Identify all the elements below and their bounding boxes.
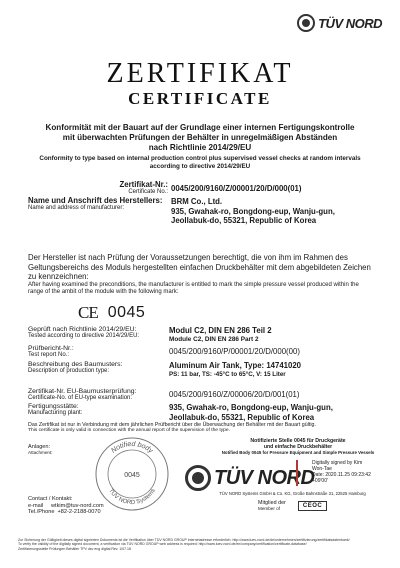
validity-note-en: This certificate is only valid in connection with the annual report of the supervision of the type. <box>28 428 230 434</box>
detail-value-3: 0045/200/9160/Z/00006/20/D/001(01) <box>169 390 300 399</box>
certificate-no-value: 0045/200/9160/Z/00001/20/D/000(01) <box>171 184 302 193</box>
signature-mark-icon <box>296 460 308 486</box>
seal-top-text: Notified body <box>110 440 154 455</box>
ce-logo: CE <box>78 303 98 322</box>
manufacturer-address1: 935, Gwahak-ro, Bongdong-eup, Wanju-gun, <box>171 206 335 216</box>
logo-text: TÜV NORD <box>318 15 382 31</box>
intro-de-line1: Konformität mit der Bauart auf der Grundlage einer internen Fertigungskontrolle <box>45 123 355 132</box>
intro-en-line2: according to directive 2014/29/EU <box>149 163 251 170</box>
certificate-no-label: Zertifikat-Nr.: Certificate No.: <box>119 180 168 195</box>
notified-body-number: 0045 <box>107 304 146 321</box>
intro-de <box>20 123 380 153</box>
detail-value-1: 0045/200/9160/P/00001/20/D/000(00) <box>169 347 300 356</box>
digital-signature: Digitally signed by Kim Won-Tae Date: 2020.11.25 09:23:42 +09'00' <box>296 460 396 486</box>
detail-label-3: Zertifikat-Nr. EU-Baumusterprüfung: Certificate-No. of EU-type examination: <box>28 388 137 401</box>
manufacturer-value <box>171 197 391 226</box>
company-line: TÜV NORD Systems GmbH & Co. KG, Große Bahnstraße 31, 22525 Hamburg <box>219 491 366 496</box>
detail-label-1: Prüfbericht-Nr.: Test report No.: <box>28 345 74 358</box>
intro-en <box>20 155 380 171</box>
detail-label-2: Beschreibung des Baumusters: Description of production type: <box>28 361 123 374</box>
footer: Zur Sicherung der Gültigkeit dieses digital signierten Dokuments ist die Verifikation über TÜV NORD GROUP Internetadresse erforderlich: http://www.tuev-nord.de/de/unternehmen/zertifizierung/zertifikatsdatenbank/ To verify the validity of the digitally signed document, a verification via TÜV NORD GROUP web address is required: http://www.tuev-nord.de/en/company/certification/certificate-database/ Zertifizierungsstelle Prüfungen Behälter TPV dsv eng digital Rev. 1/07.18 <box>18 538 350 551</box>
membership: Mitglied der Member of CEOC <box>258 500 327 512</box>
declaration-de: Der Hersteller ist nach Prüfung der Voraussetzungen berechtigt, die von ihm im Rahmen des Geltungsbereichs des Moduls hergestellten einfachen Druckbehälter mit dem abgebildeten Zeichen zu kennzeichnen: <box>28 253 371 282</box>
detail-value-2: Aluminum Air Tank, Type: 14741020 PS: 11 bar, TS: -45°C to 65°C, V: 15 Liter <box>169 361 302 378</box>
detail-value-4: 935, Gwahak-ro, Bongdong-eup, Wanju-gun, Jeollabuk-do, 55321, Republic of Korea <box>169 403 333 422</box>
contact: Contact / Kontakt: e-mail wtkim@tuv-nord.com Tel./Phone +82-2-2188-0070 <box>28 496 104 516</box>
notified-body-text: Notifizierte Stelle 0045 für Druckgeräte und einfache Druckbehälter Notified Body 0045 for Pressure Equipment and Simple Pressure Vessels <box>221 438 375 456</box>
seal-bottom-text: TÜV NORD Systems <box>107 488 157 507</box>
tuv-logo-icon <box>297 14 315 32</box>
validity-note <box>28 422 378 435</box>
notified-body-seal <box>94 436 170 512</box>
declaration-en: After having examined the preconditions, the manufacturer is entitled to mark the simple pressure vessel produced within the range of the ambit of the module with the following mark: <box>28 282 359 296</box>
tuv-nord-stamp-logo: TÜV NORD <box>185 465 314 491</box>
intro-en-line1: Conformity to type based on internal production control plus supervised vessel checks at random intervals <box>39 155 361 162</box>
detail-label-0: Geprüft nach Richtlinie 2014/29/EU: Tested according to directive 2014/29/EU: <box>28 326 140 339</box>
manufacturer-label: Name und Anschrift des Herstellers: Name and address of manufacturer: <box>28 196 163 211</box>
title-en: CERTIFICATE <box>128 89 272 108</box>
detail-label-4: Fertigungsstätte: Manufacturing plant: <box>28 403 83 416</box>
contact-phone: Tel./Phone +82-2-2188-0070 <box>28 509 101 516</box>
attachments: Anlagen: Attachment: <box>28 444 53 455</box>
ceoc-logo: CEOC <box>298 501 327 511</box>
title-de: ZERTIFIKAT <box>106 58 294 89</box>
seal-number: 0045 <box>124 472 140 479</box>
detail-value-0: Modul C2, DIN EN 286 Teil 2 Module C2, DIN EN 286 Part 2 <box>169 326 272 343</box>
intro-de-line3: nach Richtlinie 2014/29/EU <box>148 143 252 152</box>
contact-email: e-mail wtkim@tuv-nord.com <box>28 502 104 509</box>
manufacturer-address2: Jeollabuk-do, 55321, Republic of Korea <box>171 216 317 225</box>
manufacturer-name: BRM Co., Ltd. <box>171 197 223 206</box>
tuv-nord-logo <box>297 14 382 32</box>
intro-de-line2: mit überwachten Prüfungen der Behälter in unregelmäßigen Abständen <box>62 133 338 142</box>
validity-note-de: Das Zertifikat ist nur in Verbindung mit dem jährlichen Prüfbericht über die Überwachung der Behälter mit der Bauart gültig. <box>28 422 316 428</box>
ce-mark <box>78 303 145 323</box>
tuv-stamp-icon <box>185 465 211 491</box>
